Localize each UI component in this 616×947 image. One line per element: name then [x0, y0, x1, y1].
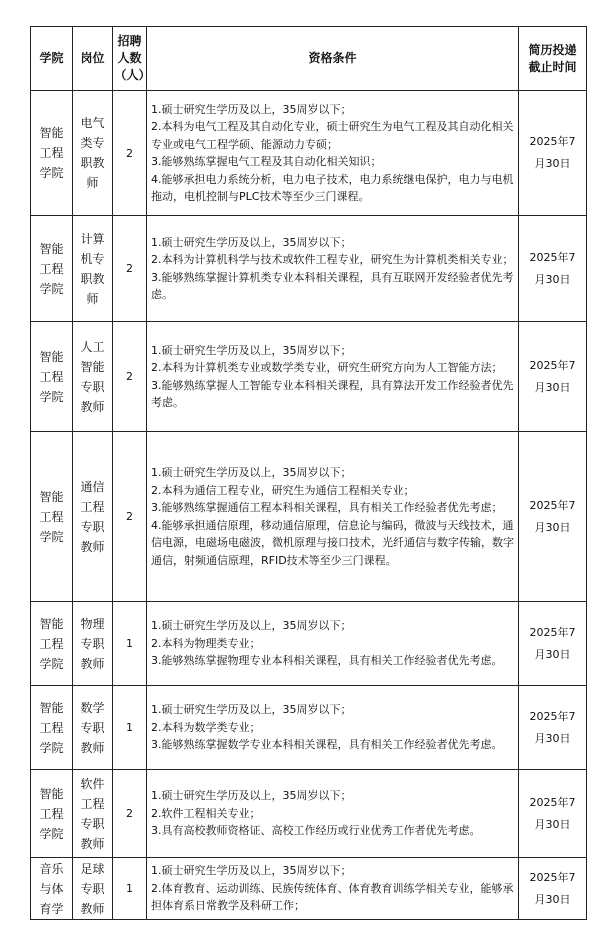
table-row — [31, 432, 587, 602]
qualification-item: 4.能够承担通信原理，移动通信原理，信息论与编码，微波与天线技术，通信电源，电磁场电磁波，微机原理与接口技术，光纤通信与数字传输，数字通信，射频通信原理，RFID技术等至少三门课程。 — [151, 518, 514, 567]
qualification-cell — [147, 91, 519, 216]
post-name: 数学专职教师 — [80, 700, 105, 755]
deadline-cell — [519, 91, 587, 216]
header-deadline-label: 简历投递截止时间 — [528, 42, 577, 74]
college-name: 智能工程学院 — [39, 786, 64, 841]
qualification-item: 1.硕士研究生学历及以上，35周岁以下； — [151, 235, 352, 249]
qualification-item: 1.硕士研究生学历及以上，35周岁以下； — [151, 619, 352, 633]
college-cell — [31, 602, 73, 686]
post-name: 软件工程专职教师 — [80, 776, 105, 851]
qualification-item: 3.能够熟练掌握人工智能专业本科相关课程，具有算法开发工作经验者优先考虑。 — [151, 378, 514, 409]
college-cell — [31, 91, 73, 216]
qualification-item: 1.硕士研究生学历及以上，35周岁以下； — [151, 343, 352, 357]
post-cell — [73, 322, 113, 432]
deadline-cell — [519, 216, 587, 322]
post-cell — [73, 858, 113, 920]
post-name: 电气类专职教师 — [80, 116, 105, 190]
deadline-date: 2025年7月30日 — [529, 625, 576, 661]
recruitment-table-container — [30, 26, 586, 920]
deadline-cell — [519, 432, 587, 602]
qualification-cell — [147, 858, 519, 920]
table-row — [31, 322, 587, 432]
qualification-item: 2.软件工程相关专业； — [151, 806, 261, 820]
post-cell — [73, 216, 113, 322]
qualification-item: 3.能够熟练掌握物理专业本科相关课程，具有相关工作经验者优先考虑。 — [151, 654, 503, 668]
count-cell: 1 — [113, 858, 147, 920]
deadline-date: 2025年7月30日 — [529, 709, 576, 745]
college-cell — [31, 686, 73, 770]
header-qualification: 资格条件 — [147, 27, 519, 91]
count-cell: 2 — [113, 322, 147, 432]
table-row — [31, 858, 587, 920]
post-name: 物理专职教师 — [80, 616, 105, 671]
qualification-item: 2.本科为数学类专业； — [151, 720, 261, 734]
qualification-item: 2.本科为计算机科学与技术或软件工程专业，研究生为计算机类相关专业； — [151, 253, 514, 266]
header-count — [113, 27, 151, 91]
post-name: 足球专职教师 — [80, 861, 105, 916]
qualification-item: 3.具有高校教师资格证、高校工作经历或行业优秀工作者优先考虑。 — [151, 824, 481, 838]
table-row — [31, 602, 587, 686]
qualification-item: 2.本科为电气工程及其自动化专业，硕士研究生为电气工程及其自动化相关专业或电气工程学硕、能源动力专硕； — [151, 120, 514, 151]
deadline-date: 2025年7月30日 — [529, 135, 576, 170]
college-name: 智能工程学院 — [39, 489, 64, 544]
deadline-cell — [519, 858, 587, 920]
post-cell — [73, 686, 113, 770]
count-cell: 2 — [113, 432, 147, 602]
qualification-item: 2.本科为物理类专业； — [151, 636, 261, 650]
college-cell — [31, 216, 73, 322]
college-name: 智能工程学院 — [39, 126, 64, 180]
post-cell — [73, 91, 113, 216]
qualification-cell — [147, 216, 519, 322]
qualification-item: 1.硕士研究生学历及以上，35周岁以下； — [151, 102, 352, 116]
qualification-item: 1.硕士研究生学历及以上，35周岁以下； — [151, 703, 352, 717]
header-college: 学院 — [31, 27, 73, 91]
college-name: 智能工程学院 — [39, 349, 64, 404]
college-name: 智能工程学院 — [39, 616, 64, 671]
count-cell: 2 — [113, 216, 147, 322]
qualification-item: 3.能够熟练掌握数学专业本科相关课程，具有相关工作经验者优先考虑。 — [151, 738, 503, 752]
qualification-item: 1.硕士研究生学历及以上，35周岁以下； — [151, 789, 352, 803]
table-row — [31, 770, 587, 858]
deadline-date: 2025年7月30日 — [529, 250, 576, 286]
qualification-item: 3.能够熟练掌握电气工程及其自动化相关知识； — [151, 155, 382, 168]
qualification-item: 2.本科为计算机类专业或数学类专业，研究生研究方向为人工智能方法； — [151, 361, 503, 374]
qualification-item: 3.能够熟练掌握通信工程本科相关课程，具有相关工作经验者优先考虑； — [151, 501, 503, 514]
post-cell — [73, 770, 113, 858]
table-row — [31, 216, 587, 322]
qualification-item: 1.硕士研究生学历及以上，35周岁以下； — [151, 864, 352, 878]
college-name: 音乐与体育学 — [39, 861, 64, 916]
post-cell — [73, 602, 113, 686]
college-cell — [31, 322, 73, 432]
college-cell — [31, 858, 73, 920]
deadline-date: 2025年7月30日 — [529, 795, 576, 831]
qualification-item: 2.体育教育、运动训练、民族传统体育、体育教育训练学相关专业，能够承担体育系日常教学及科研工作； — [151, 881, 514, 913]
qualification-cell — [147, 770, 519, 858]
recruitment-table — [30, 26, 587, 920]
qualification-cell — [147, 322, 519, 432]
post-name: 人工智能专职教师 — [80, 339, 105, 414]
deadline-cell — [519, 770, 587, 858]
college-cell — [31, 770, 73, 858]
qualification-item: 3.能够熟练掌握计算机类专业本科相关课程，具有互联网开发经验者优先考虑。 — [151, 270, 514, 301]
table-row — [31, 91, 587, 216]
header-count-label: 招聘人数（人） — [114, 34, 151, 82]
deadline-cell — [519, 686, 587, 770]
header-row — [31, 27, 587, 91]
deadline-date: 2025年7月30日 — [529, 498, 576, 534]
count-cell: 1 — [113, 602, 147, 686]
deadline-date: 2025年7月30日 — [529, 358, 576, 394]
qualification-cell — [147, 432, 519, 602]
count-cell: 2 — [113, 770, 147, 858]
post-cell — [73, 432, 113, 602]
header-deadline — [519, 27, 587, 91]
table-row — [31, 686, 587, 770]
qualification-item: 4.能够承担电力系统分析，电力电子技术，电力系统继电保护，电力与电机拖动，电机控制与PLC技术等至少三门课程。 — [151, 172, 514, 203]
post-name: 通信工程专职教师 — [80, 479, 105, 554]
qualification-cell — [147, 602, 519, 686]
deadline-cell — [519, 322, 587, 432]
college-name: 智能工程学院 — [39, 700, 64, 755]
qualification-item: 2.本科为通信工程专业，研究生为通信工程相关专业； — [151, 483, 415, 497]
qualification-item: 1.硕士研究生学历及以上，35周岁以下； — [151, 466, 352, 479]
count-cell: 2 — [113, 91, 147, 216]
deadline-cell — [519, 602, 587, 686]
count-cell: 1 — [113, 686, 147, 770]
header-post: 岗位 — [73, 27, 113, 91]
qualification-cell — [147, 686, 519, 770]
college-cell — [31, 432, 73, 602]
post-name: 计算机专职教师 — [80, 231, 105, 306]
college-name: 智能工程学院 — [39, 241, 64, 296]
deadline-date: 2025年7月30日 — [529, 870, 576, 906]
